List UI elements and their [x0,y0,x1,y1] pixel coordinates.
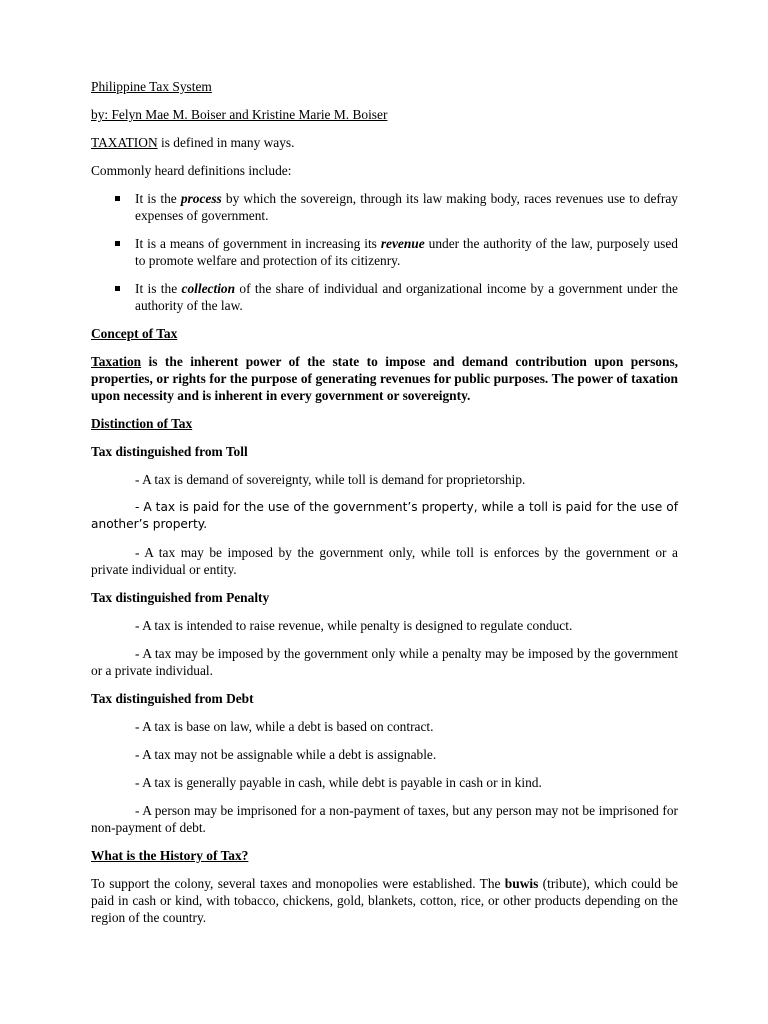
concept-paragraph: Taxation is the inherent power of the state to impose and demand contribution upon persons, properties, or rights for the purpose of generating revenues for public purposes. The power of taxation upon necessity and is inherent in every government or sovereignty. [91,354,678,403]
list-item: It is the collection of the share of individual and organizational income by a government under the authority of the law. [91,280,678,314]
square-bullet-icon [115,241,120,246]
list-item: It is the process by which the sovereign, through its law making body, races revenues use to defray expenses of government. [91,190,678,224]
square-bullet-icon [115,196,120,201]
history-heading: What is the History of Tax? [91,848,249,863]
penalty-point: - A tax is intended to raise revenue, while penalty is designed to regulate conduct. [135,618,573,633]
concept-heading: Concept of Tax [91,326,178,341]
history-paragraph: To support the colony, several taxes and monopolies were established. The buwis (tribute), which could be paid in cash or kind, with tobacco, chickens, gold, blankets, cotton, rice, or other products depending on the region of the country. [91,876,678,925]
document-byline: by: Felyn Mae M. Boiser and Kristine Marie M. Boiser [91,107,388,122]
definitions-list [91,190,678,314]
intro-rest: is defined in many ways. [157,135,295,150]
debt-point: - A tax may not be assignable while a debt is assignable. [135,747,437,762]
debt-heading: Tax distinguished from Debt [91,691,254,706]
toll-point: - A tax may be imposed by the government only, while toll is enforces by the government or a private individual or entity. [91,545,678,577]
debt-point: - A tax is generally payable in cash, while debt is payable in cash or in kind. [135,775,542,790]
common-definitions-heading: Commonly heard definitions include: [91,163,292,178]
penalty-heading: Tax distinguished from Penalty [91,590,270,605]
toll-point: - A tax is paid for the use of the government’s property, while a toll is paid for the use of another’s property. [91,500,678,531]
penalty-point: - A tax may be imposed by the government only while a penalty may be imposed by the government or a private individual. [91,646,678,678]
debt-point: - A person may be imprisoned for a non-payment of taxes, but any person may not be imprisoned for non-payment of debt. [91,803,678,835]
distinction-heading: Distinction of Tax [91,416,193,431]
document-title: Philippine Tax System [91,79,212,94]
debt-point: - A tax is base on law, while a debt is based on contract. [135,719,434,734]
intro-paragraph [91,134,678,151]
toll-heading: Tax distinguished from Toll [91,444,248,459]
square-bullet-icon [115,286,120,291]
document-body [91,78,678,926]
list-item: It is a means of government in increasing its revenue under the authority of the law, purposely used to promote welfare and protection of its citizenry. [91,235,678,269]
intro-term: TAXATION [91,135,158,150]
toll-point: - A tax is demand of sovereignty, while toll is demand for proprietorship. [135,472,526,487]
concept-term: Taxation [91,354,142,369]
